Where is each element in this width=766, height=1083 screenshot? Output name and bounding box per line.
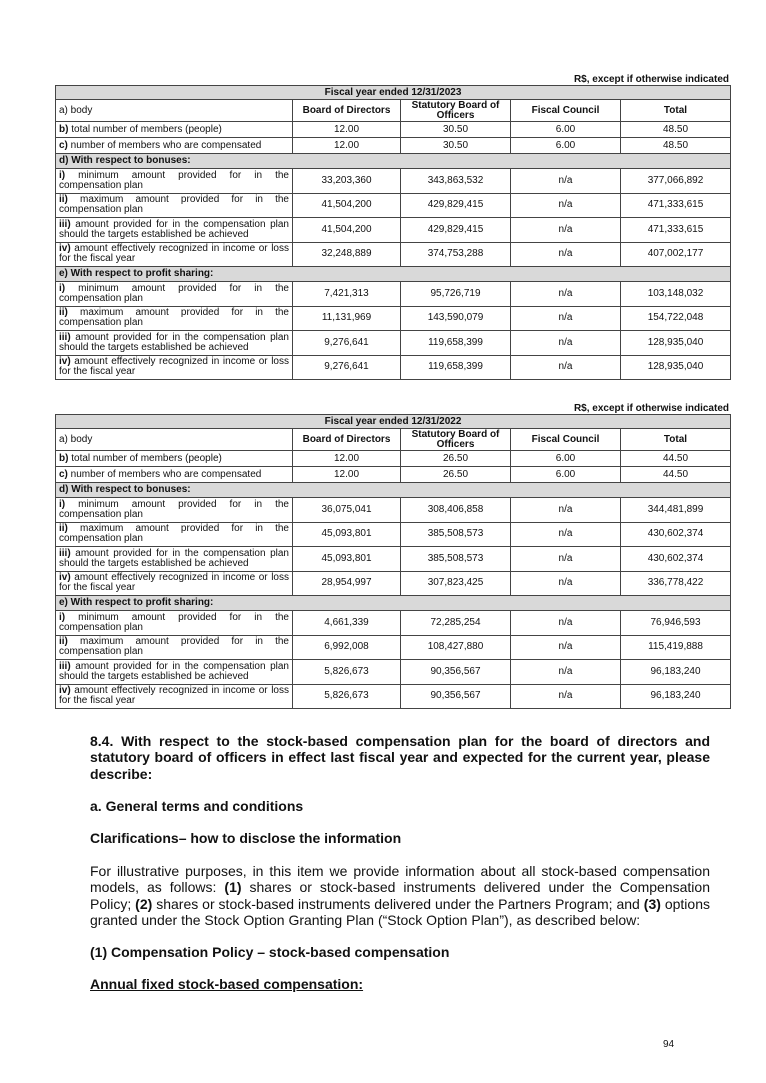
- table-cell: 429,829,415: [401, 218, 511, 243]
- table-cell: 307,823,425: [401, 571, 511, 596]
- table-cell: 154,722,048: [621, 306, 731, 331]
- table-cell: n/a: [511, 635, 621, 660]
- item-number: (2): [135, 895, 153, 912]
- table-cell: 33,203,360: [293, 169, 401, 194]
- row-prefix: i): [59, 611, 66, 623]
- row-label-text: amount provided for in the compensation plan should the targets established be achieved: [59, 331, 289, 353]
- section-title: d) With respect to bonuses:: [56, 154, 731, 169]
- row-prefix: ii): [59, 636, 68, 648]
- table-cell: 96,183,240: [621, 684, 731, 709]
- table-cell: 6,992,008: [293, 635, 401, 660]
- table-cell: 45,093,801: [293, 547, 401, 572]
- row-label: [56, 467, 293, 483]
- row-prefix: ii): [59, 194, 68, 206]
- fiscal-year-label: Fiscal year ended 12/31/2022: [56, 415, 731, 429]
- table-row: [56, 138, 731, 154]
- table-cell: 26.50: [401, 467, 511, 483]
- row-label-text: amount effectively recognized in income or loss for the fiscal year: [59, 572, 289, 594]
- compensation-table-2023: [55, 85, 731, 380]
- row-prefix: iii): [59, 547, 71, 559]
- table-cell: 28,954,997: [293, 571, 401, 596]
- table-cell: 6.00: [511, 138, 621, 154]
- table-cell: n/a: [511, 282, 621, 307]
- row-label: [56, 306, 293, 331]
- row-prefix: c): [59, 139, 68, 151]
- table-cell: 128,935,040: [621, 331, 731, 356]
- row-label: [56, 635, 293, 660]
- table-row: [56, 355, 731, 380]
- row-label-text: number of members who are compensated: [67, 468, 262, 480]
- table-cell: 26.50: [401, 451, 511, 467]
- table-cell: 344,481,899: [621, 498, 731, 523]
- table-cell: 30.50: [401, 122, 511, 138]
- section-row: [56, 483, 731, 498]
- table-row: [56, 331, 731, 356]
- column-header: Statutory Board of Officers: [401, 100, 511, 122]
- table-row: [56, 467, 731, 483]
- row-prefix: iii): [59, 660, 71, 672]
- table-cell: n/a: [511, 611, 621, 636]
- intro-paragraph: [90, 863, 710, 928]
- table-cell: n/a: [511, 571, 621, 596]
- table-cell: 471,333,615: [621, 193, 731, 218]
- row-prefix: iii): [59, 331, 71, 343]
- table-cell: n/a: [511, 306, 621, 331]
- table-cell: n/a: [511, 355, 621, 380]
- row-label-text: maximum amount provided for in the compensation plan: [59, 307, 289, 329]
- table-cell: 45,093,801: [293, 522, 401, 547]
- row-label-text: amount provided for in the compensation plan should the targets established be achieved: [59, 218, 289, 240]
- table-cell: 407,002,177: [621, 242, 731, 267]
- row-prefix: i): [59, 282, 66, 294]
- row-label-text: maximum amount provided for in the compensation plan: [59, 636, 289, 658]
- table-cell: 48.50: [621, 138, 731, 154]
- column-header: Board of Directors: [293, 429, 401, 451]
- row-prefix: i): [59, 498, 66, 510]
- row-label: [56, 331, 293, 356]
- row-label-text: minimum amount provided for in the compensation plan: [59, 498, 289, 520]
- table-row: [56, 193, 731, 218]
- unit-note-2022: R$, except if otherwise indicated: [573, 403, 729, 414]
- header-row: [56, 100, 731, 122]
- item-text: shares or stock-based instruments delivered under the Partners Program; and: [152, 895, 644, 912]
- compensation-policy-heading: (1) Compensation Policy – stock-based compensation: [90, 944, 450, 960]
- row-prefix: ii): [59, 523, 68, 535]
- row-label: [56, 193, 293, 218]
- table-cell: 41,504,200: [293, 193, 401, 218]
- section-title: d) With respect to bonuses:: [56, 483, 731, 498]
- table-cell: 9,276,641: [293, 355, 401, 380]
- table-cell: 7,421,313: [293, 282, 401, 307]
- table-cell: n/a: [511, 547, 621, 572]
- row-prefix: b): [59, 123, 69, 135]
- row-prefix: iv): [59, 356, 71, 368]
- section-title: e) With respect to profit sharing:: [56, 267, 731, 282]
- table-cell: 96,183,240: [621, 660, 731, 685]
- table-cell: n/a: [511, 169, 621, 194]
- intro-text: For illustrative purposes, in this item we provide information about all stock-based compensation models, as follows:: [90, 863, 710, 896]
- table-cell: 11,131,969: [293, 306, 401, 331]
- row-label-text: number of members who are compensated: [67, 139, 262, 151]
- table-cell: 5,826,673: [293, 660, 401, 685]
- table-cell: 115,419,888: [621, 635, 731, 660]
- table-cell: 5,826,673: [293, 684, 401, 709]
- table-cell: 95,726,719: [401, 282, 511, 307]
- table-row: [56, 218, 731, 243]
- column-header: Fiscal Council: [511, 429, 621, 451]
- row-label: [56, 282, 293, 307]
- row-prefix: i): [59, 169, 66, 181]
- table-cell: 385,508,573: [401, 547, 511, 572]
- row-prefix: iv): [59, 572, 71, 584]
- table-cell: 377,066,892: [621, 169, 731, 194]
- row-label-text: amount effectively recognized in income or loss for the fiscal year: [59, 356, 289, 378]
- table-cell: 6.00: [511, 451, 621, 467]
- row-prefix: b): [59, 452, 69, 464]
- table-cell: 108,427,880: [401, 635, 511, 660]
- annual-fixed-heading: Annual fixed stock-based compensation:: [90, 976, 364, 992]
- table-cell: 44.50: [621, 467, 731, 483]
- item-number: (1): [224, 879, 242, 896]
- table-cell: 143,590,079: [401, 306, 511, 331]
- table-cell: 336,778,422: [621, 571, 731, 596]
- table-row: [56, 635, 731, 660]
- clarifications-heading: Clarifications– how to disclose the information: [90, 830, 402, 846]
- row-label: [56, 522, 293, 547]
- unit-note-2023: R$, except if otherwise indicated: [573, 74, 729, 85]
- table-cell: n/a: [511, 522, 621, 547]
- row-prefix: iv): [59, 243, 71, 255]
- table-cell: 6.00: [511, 122, 621, 138]
- item-text: options granted under the Stock Option Granting Plan (“Stock Option Plan”), as described below:: [90, 895, 710, 928]
- section-row: [56, 154, 731, 169]
- row-label-text: minimum amount provided for in the compensation plan: [59, 169, 289, 191]
- row-label-text: total number of members (people): [68, 452, 222, 464]
- table-cell: 72,285,254: [401, 611, 511, 636]
- column-header: Total: [621, 429, 731, 451]
- fiscal-year-label: Fiscal year ended 12/31/2023: [56, 86, 731, 100]
- table-cell: 430,602,374: [621, 547, 731, 572]
- row-label: [56, 547, 293, 572]
- table-cell: n/a: [511, 218, 621, 243]
- row-prefix: ii): [59, 307, 68, 319]
- table-cell: 4,661,339: [293, 611, 401, 636]
- table-row: [56, 522, 731, 547]
- row-label: [56, 138, 293, 154]
- compensation-table-2022: [55, 414, 731, 709]
- table-cell: 128,935,040: [621, 355, 731, 380]
- table-cell: n/a: [511, 660, 621, 685]
- table-row: [56, 169, 731, 194]
- header-row: [56, 429, 731, 451]
- row-label-text: amount provided for in the compensation plan should the targets established be achieved: [59, 660, 289, 682]
- table-cell: 119,658,399: [401, 331, 511, 356]
- column-header: Board of Directors: [293, 100, 401, 122]
- column-header: Statutory Board of Officers: [401, 429, 511, 451]
- row-label: [56, 451, 293, 467]
- subheading-general-terms: a. General terms and conditions: [90, 798, 304, 814]
- table-row: [56, 611, 731, 636]
- table-cell: 430,602,374: [621, 522, 731, 547]
- table-cell: 76,946,593: [621, 611, 731, 636]
- table-cell: 90,356,567: [401, 660, 511, 685]
- table-row: [56, 122, 731, 138]
- table-cell: 471,333,615: [621, 218, 731, 243]
- question-heading: 8.4. With respect to the stock-based compensation plan for the board of directors and statutory board of officers in effect last fiscal year and expected for the current year, please describe:: [90, 733, 710, 782]
- row-label: [56, 122, 293, 138]
- row-label: [56, 660, 293, 685]
- table-cell: 12.00: [293, 138, 401, 154]
- table-cell: 32,248,889: [293, 242, 401, 267]
- table-row: [56, 547, 731, 572]
- row-label-text: amount effectively recognized in income or loss for the fiscal year: [59, 685, 289, 707]
- fiscal-year-row: [56, 86, 731, 100]
- table-cell: 429,829,415: [401, 193, 511, 218]
- section-title: e) With respect to profit sharing:: [56, 596, 731, 611]
- table-cell: 374,753,288: [401, 242, 511, 267]
- row-label: [56, 218, 293, 243]
- table-cell: n/a: [511, 331, 621, 356]
- table-cell: 44.50: [621, 451, 731, 467]
- table-row: [56, 451, 731, 467]
- table-row: [56, 498, 731, 523]
- table-cell: n/a: [511, 193, 621, 218]
- table-cell: 12.00: [293, 467, 401, 483]
- row-label-text: maximum amount provided for in the compensation plan: [59, 523, 289, 545]
- row-label-text: maximum amount provided for in the compensation plan: [59, 194, 289, 216]
- table-cell: n/a: [511, 684, 621, 709]
- table-cell: 48.50: [621, 122, 731, 138]
- row-label-text: total number of members (people): [68, 123, 222, 135]
- row-label-text: amount effectively recognized in income or loss for the fiscal year: [59, 243, 289, 265]
- table-cell: n/a: [511, 498, 621, 523]
- row-label: [56, 611, 293, 636]
- row-label-text: minimum amount provided for in the compensation plan: [59, 611, 289, 633]
- row-prefix: c): [59, 468, 68, 480]
- row-label-text: amount provided for in the compensation plan should the targets established be achieved: [59, 547, 289, 569]
- table-cell: 90,356,567: [401, 684, 511, 709]
- table-cell: 41,504,200: [293, 218, 401, 243]
- row-label: [56, 571, 293, 596]
- row-prefix: iv): [59, 685, 71, 697]
- table-cell: 6.00: [511, 467, 621, 483]
- row-label: [56, 498, 293, 523]
- table-cell: 12.00: [293, 451, 401, 467]
- table-row: [56, 282, 731, 307]
- table-cell: 12.00: [293, 122, 401, 138]
- column-header: a) body: [56, 100, 293, 122]
- table-row: [56, 242, 731, 267]
- column-header: Total: [621, 100, 731, 122]
- column-header: a) body: [56, 429, 293, 451]
- column-header: Fiscal Council: [511, 100, 621, 122]
- table-cell: 36,075,041: [293, 498, 401, 523]
- section-row: [56, 267, 731, 282]
- row-label: [56, 684, 293, 709]
- table-row: [56, 306, 731, 331]
- row-prefix: iii): [59, 218, 71, 230]
- row-label: [56, 242, 293, 267]
- item-text: shares or stock-based instruments delivered under the Compensation Policy;: [90, 879, 710, 912]
- table-row: [56, 684, 731, 709]
- table-cell: 30.50: [401, 138, 511, 154]
- table-cell: 343,863,532: [401, 169, 511, 194]
- item-number: (3): [643, 895, 661, 912]
- page-number: 94: [663, 1039, 675, 1050]
- fiscal-year-row: [56, 415, 731, 429]
- table-row: [56, 571, 731, 596]
- table-cell: 9,276,641: [293, 331, 401, 356]
- table-cell: 119,658,399: [401, 355, 511, 380]
- table-cell: 308,406,858: [401, 498, 511, 523]
- row-label: [56, 355, 293, 380]
- table-cell: 103,148,032: [621, 282, 731, 307]
- row-label: [56, 169, 293, 194]
- table-cell: n/a: [511, 242, 621, 267]
- row-label-text: minimum amount provided for in the compensation plan: [59, 282, 289, 304]
- table-cell: 385,508,573: [401, 522, 511, 547]
- section-row: [56, 596, 731, 611]
- table-row: [56, 660, 731, 685]
